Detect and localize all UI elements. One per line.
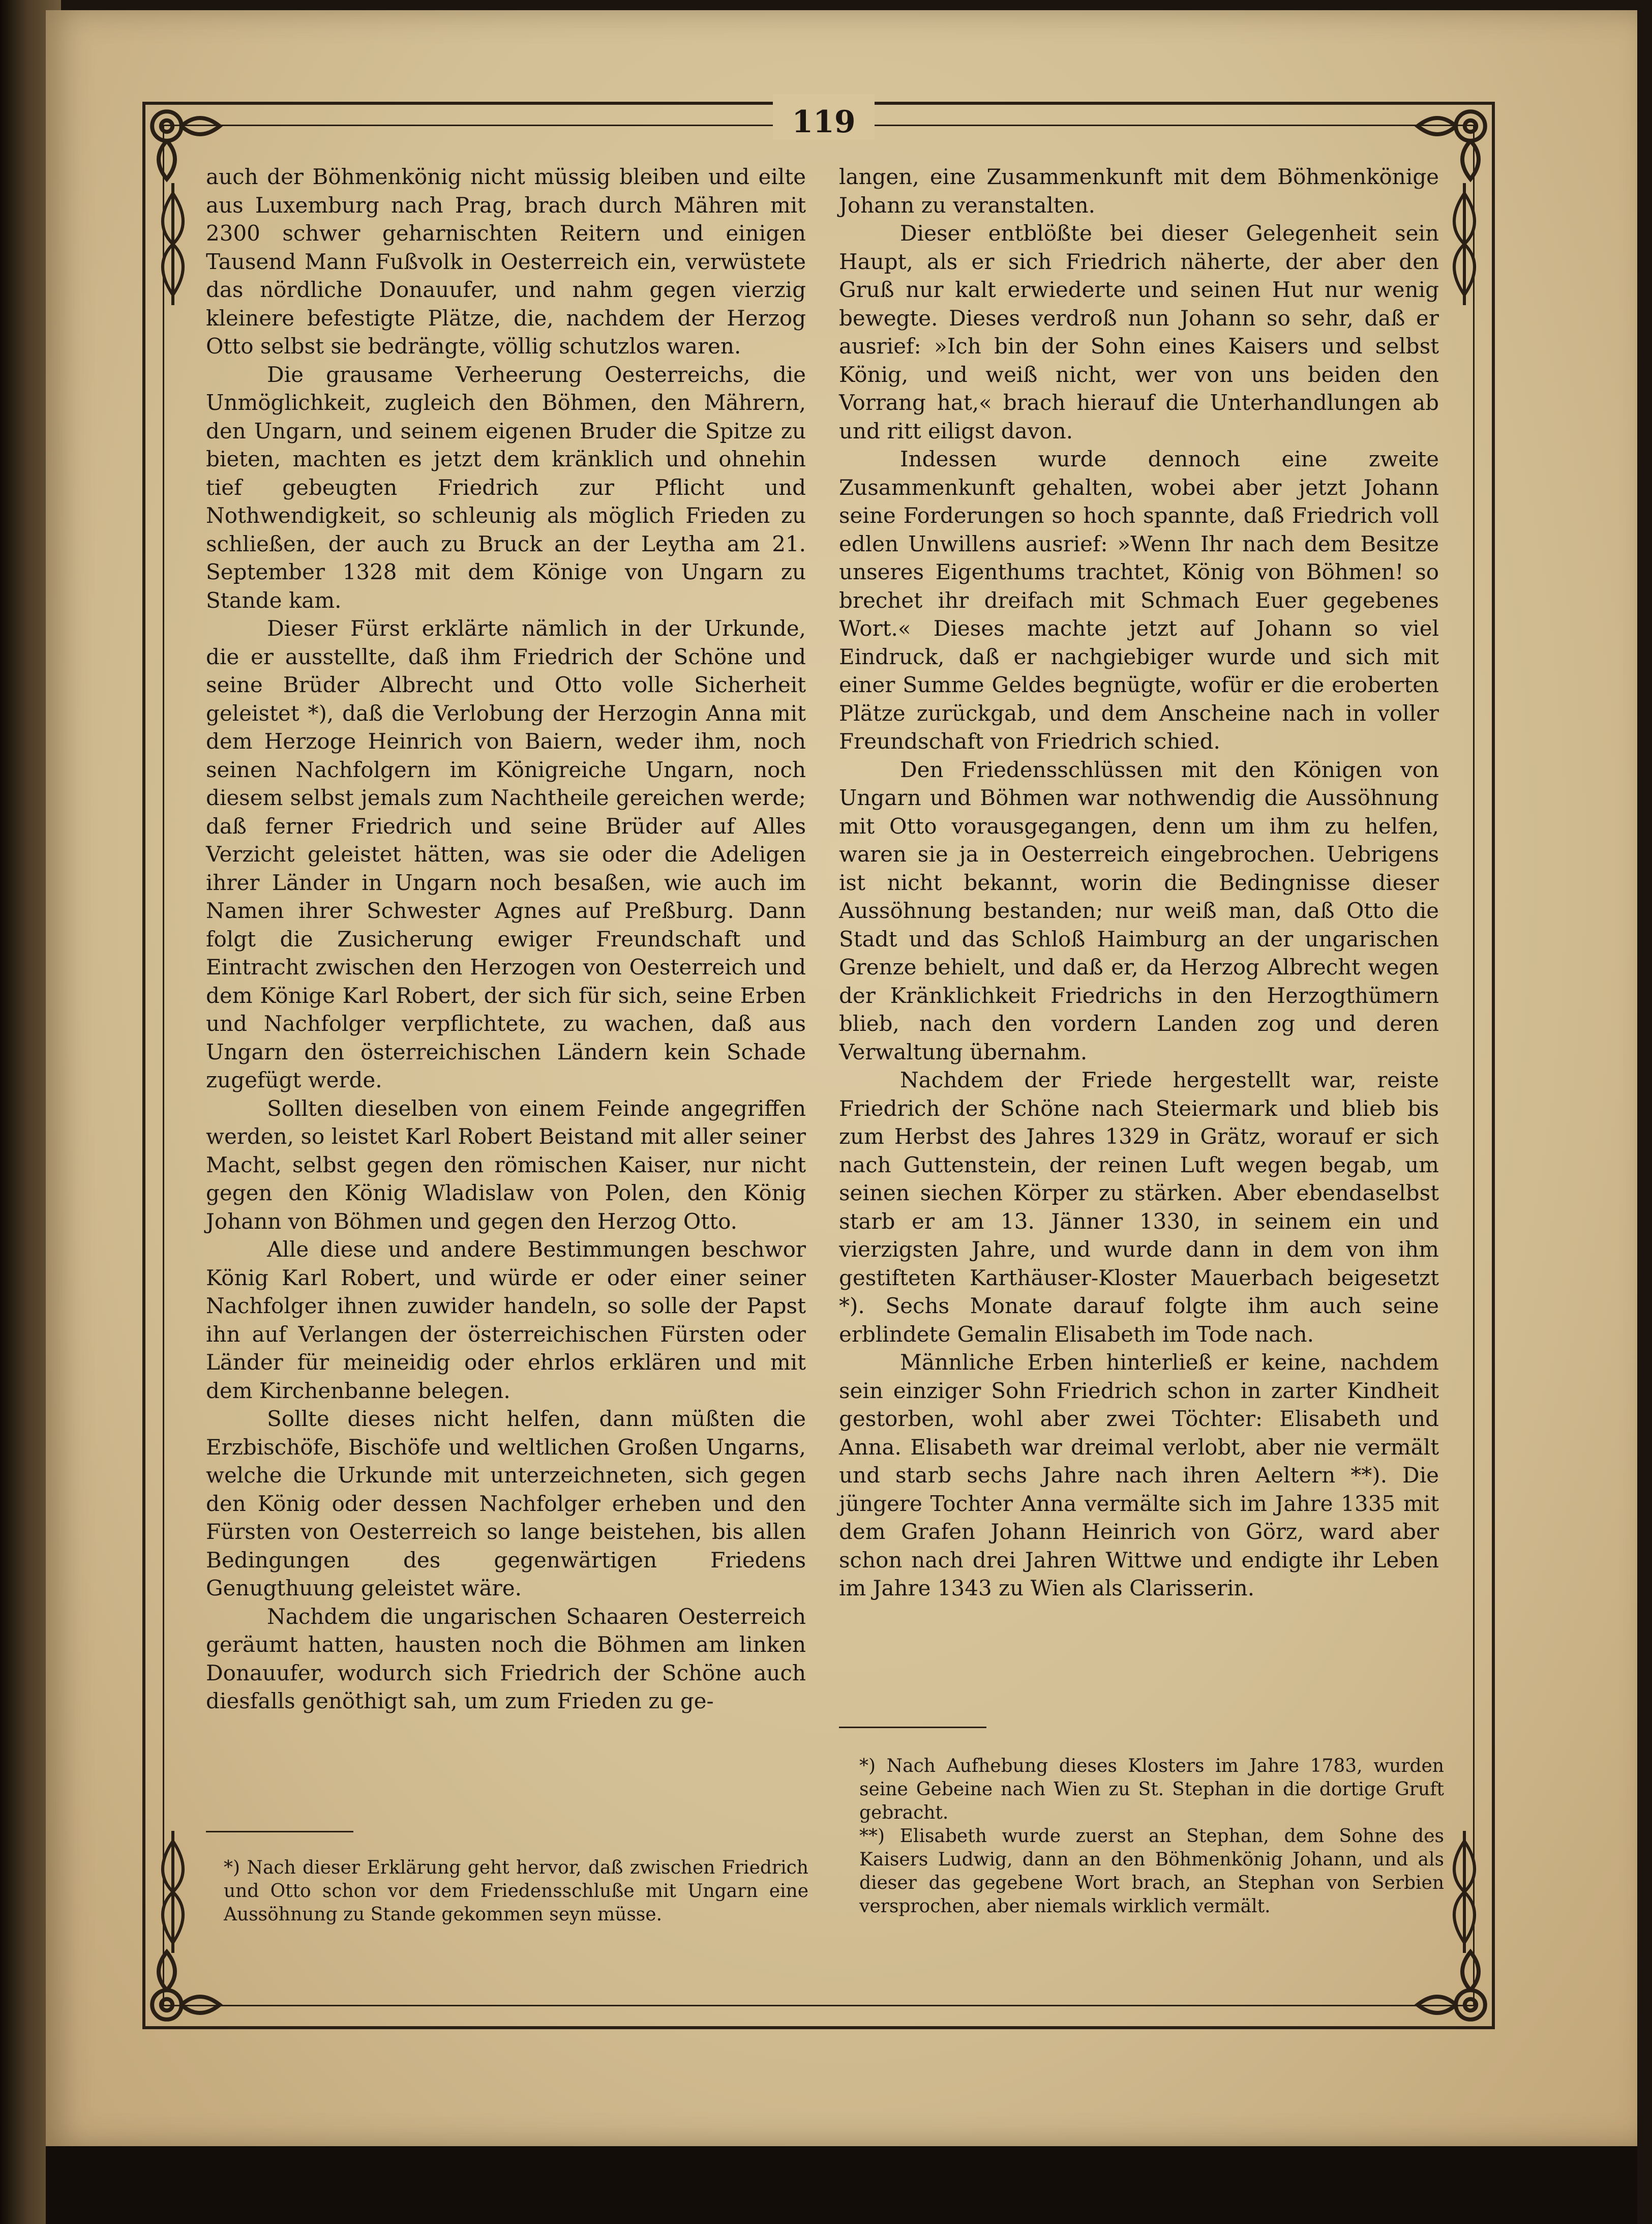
paragraph: Nachdem der Friede hergestellt war, reiste Friedrich der Schöne nach Steiermark und blieb bis zum Herbst des Jahres 1329 in Grätz, worauf er sich nach Guttenstein, der reinen Luft wegen begab, um seinen siechen Körper zu stärken. Aber ebendaselbst starb er am 13. Jänner 1330, in seinem ein und vierzigsten Jahre, und wurde dann in dem von ihm gestifteten Karthäuser-Kloster Mauerbach beigesetzt *). Sechs Monate darauf folgte ihm auch seine erblindete Gemalin Elisabeth im Tode nach. [839,1067,1439,1347]
paragraph: Die grausame Verheerung Oesterreichs, die Unmöglichkeit, zugleich den Böhmen, den Mährern, den Ungarn, und seinem eigenen Bruder die Spitze zu bieten, machten es jetzt dem kränklich und ohnehin tief gebeugten Friedrich zur Pflicht und Nothwendigkeit, so schleunig als möglich Frieden zu schließen, der auch zu Bruck an der Leytha am 21. September 1328 mit dem Könige von Ungarn zu Stande kam. [206,362,806,613]
paragraph: Dieser Fürst erklärte nämlich in der Urkunde, die er ausstellte, daß ihm Friedrich der Schöne und seine Brüder Albrecht und Otto volle Sicherheit geleistet *), daß die Verlobung der Herzogin Anna mit dem Herzoge Heinrich von Baiern, weder ihm, noch seinen Nachfolgern im Königreiche Ungarn, noch diesem selbst jemals zum Nachtheile gereichen werde; daß ferner Friedrich und seine Brüder auf Alles Verzicht geleistet hätten, was sie oder die Adeligen ihrer Länder in Ungarn noch besaßen, wie auch im Namen ihrer Schwester Agnes auf Preßburg. Dann folgt die Zusicherung ewiger Freundschaft und Eintracht zwischen den Herzogen von Oesterreich und dem Könige Karl Robert, der sich für sich, seine Erben und Nachfolger verpflichtete, zu wachen, daß aus Ungarn den österreichischen Ländern kein Schade zugefügt werde. [206,616,806,1092]
footnote-text: *) Nach Aufhebung dieses Klosters im Jahre 1783, wurden seine Gebeine nach Wien zu St. Stephan in die dortige Gruft gebracht. [859,1756,1444,1823]
text-column-left [206,163,806,1715]
paragraph: Den Friedensschlüssen mit den Königen von Ungarn und Böhmen war nothwendig die Aussöhnung mit Otto vorausgegangen, denn um ihm zu helfen, waren sie ja in Oesterreich eingebrochen. Uebrigens ist nicht bekannt, worin die Bedingnisse dieser Aussöhnung bestanden; nur weiß man, daß Otto die Stadt und das Schloß Haimburg an der ungarischen Grenze behielt, und daß er, da Herzog Albrecht wegen der Kränklichkeit Friedrichs in den Herzogthümern blieb, nach den vordern Landen zog und deren Verwaltung übernahm. [839,757,1439,1064]
paragraph: langen, eine Zusammenkunft mit dem Böhmenkönige Johann zu veranstalten. [839,164,1439,218]
page-number: 119 [792,104,856,140]
paragraph: Alle diese und andere Bestimmungen beschwor König Karl Robert, und würde er oder einer seiner Nachfolger ihnen zuwider handeln, so solle der Papst ihn auf Verlangen der österreichischen Fürsten oder Länder für meineidig oder ehrlos erklären und mit dem Kirchenbanne belegen. [206,1237,806,1403]
footnote-text: *) Nach dieser Erklärung geht hervor, daß zwischen Friedrich und Otto schon vor dem Friedensschluße mit Ungarn eine Aussöhnung zu Stande gekommen seyn müsse. [224,1857,808,1925]
paragraph: Sollte dieses nicht helfen, dann müßten die Erzbischöfe, Bischöfe und weltlichen Großen Ungarns, welche die Urkunde mit unterzeichneten, sich gegen den König oder dessen Nachfolger erheben und den Fürsten von Oesterreich so lange beistehen, bis allen Bedingungen des gegenwärtigen Friedens Genugthuung geleistet wäre. [206,1406,806,1600]
footnote-left [224,1856,808,1926]
paragraph: Dieser entblößte bei dieser Gelegenheit sein Haupt, als er sich Friedrich näherte, der aber den Gruß nur kalt erwiederte und seinen Hut nur wenig bewegte. Dieses verdroß nun Johann so sehr, daß er ausrief: »Ich bin der Sohn eines Kaisers und selbst König, und weiß nicht, wer von uns beiden den Vorrang hat,« brach hierauf die Unterhandlungen ab und ritt eiligst davon. [839,221,1439,443]
corner-ornament-icon [142,1948,224,2029]
side-ornament-icon [153,183,193,305]
paragraph: Sollten dieselben von einem Feinde angegriffen werden, so leistet Karl Robert Beistand mit aller seiner Macht, selbst gegen den römischen Kaiser, nur nicht gegen den König Wladislaw von Polen, den König Johann von Böhmen und gegen den Herzog Otto. [206,1095,806,1234]
side-ornament-icon [153,1831,193,1953]
corner-ornament-icon [1414,1948,1495,2029]
footnote-divider [839,1727,986,1728]
side-ornament-icon [1444,1831,1485,1953]
paragraph: Indessen wurde dennoch eine zweite Zusammenkunft gehalten, wobei aber jetzt Johann seine Forderungen so hoch spannte, daß Friedrich voll edlen Unwillens ausrief: »Wenn Ihr nach dem Besitze unseres Eigenthums trachtet, König von Böhmen! so brechet ihr dreifach mit Schmach Euer gegebenes Wort.« Dieses machte jetzt auf Johann so viel Eindruck, daß er nachgiebiger wurde und sich mit einer Summe Geldes begnügte, wofür er die eroberten Plätze zurückgab, und dem Anscheine nach in voller Freundschaft von Friedrich schied. [839,447,1439,754]
paragraph: Männliche Erben hinterließ er keine, nachdem sein einziger Sohn Friedrich schon in zarter Kindheit gestorben, wohl aber zwei Töchter: Elisabeth und Anna. Elisabeth war dreimal verlobt, aber nie vermält und starb sechs Jahre nach ihren Aeltern **). Die jüngere Tochter Anna vermälte sich im Jahre 1335 mit dem Grafen Johann Heinrich von Görz, ward aber schon nach drei Jahren Wittwe und endigte ihr Leben im Jahre 1343 zu Wien als Clarisserin. [839,1350,1439,1600]
paragraph: auch der Böhmenkönig nicht müssig bleiben und eilte aus Luxemburg nach Prag, brach durch Mähren mit 2300 schwer geharnischten Reitern und einigen Tausend Mann Fußvolk in Oesterreich ein, verwüstete das nördliche Donauufer, und nahm gegen vierzig kleinere befestigte Plätze, die, nachdem der Herzog Otto selbst sie bedrängte, völlig schutzlos waren. [206,164,806,359]
footnote-right [859,1755,1444,1918]
scan-background [46,2146,1637,2224]
side-ornament-icon [1444,183,1485,305]
footnote-text: **) Elisabeth wurde zuerst an Stephan, dem Sohne des Kaisers Ludwig, dann an den Böhmenkönig Johann, und als dieser das gegebene Wort brach, an Stephan von Serbien versprochen, aber niemals wirklich vermält. [859,1826,1444,1917]
text-column-right [839,163,1439,1603]
footnote-divider [206,1831,353,1832]
paragraph: Nachdem die ungarischen Schaaren Oesterreich geräumt hatten, hausten noch die Böhmen am linken Donauufer, wodurch sich Friedrich der Schöne auch diesfalls genöthigt sah, um zum Frieden zu ge- [206,1604,806,1713]
